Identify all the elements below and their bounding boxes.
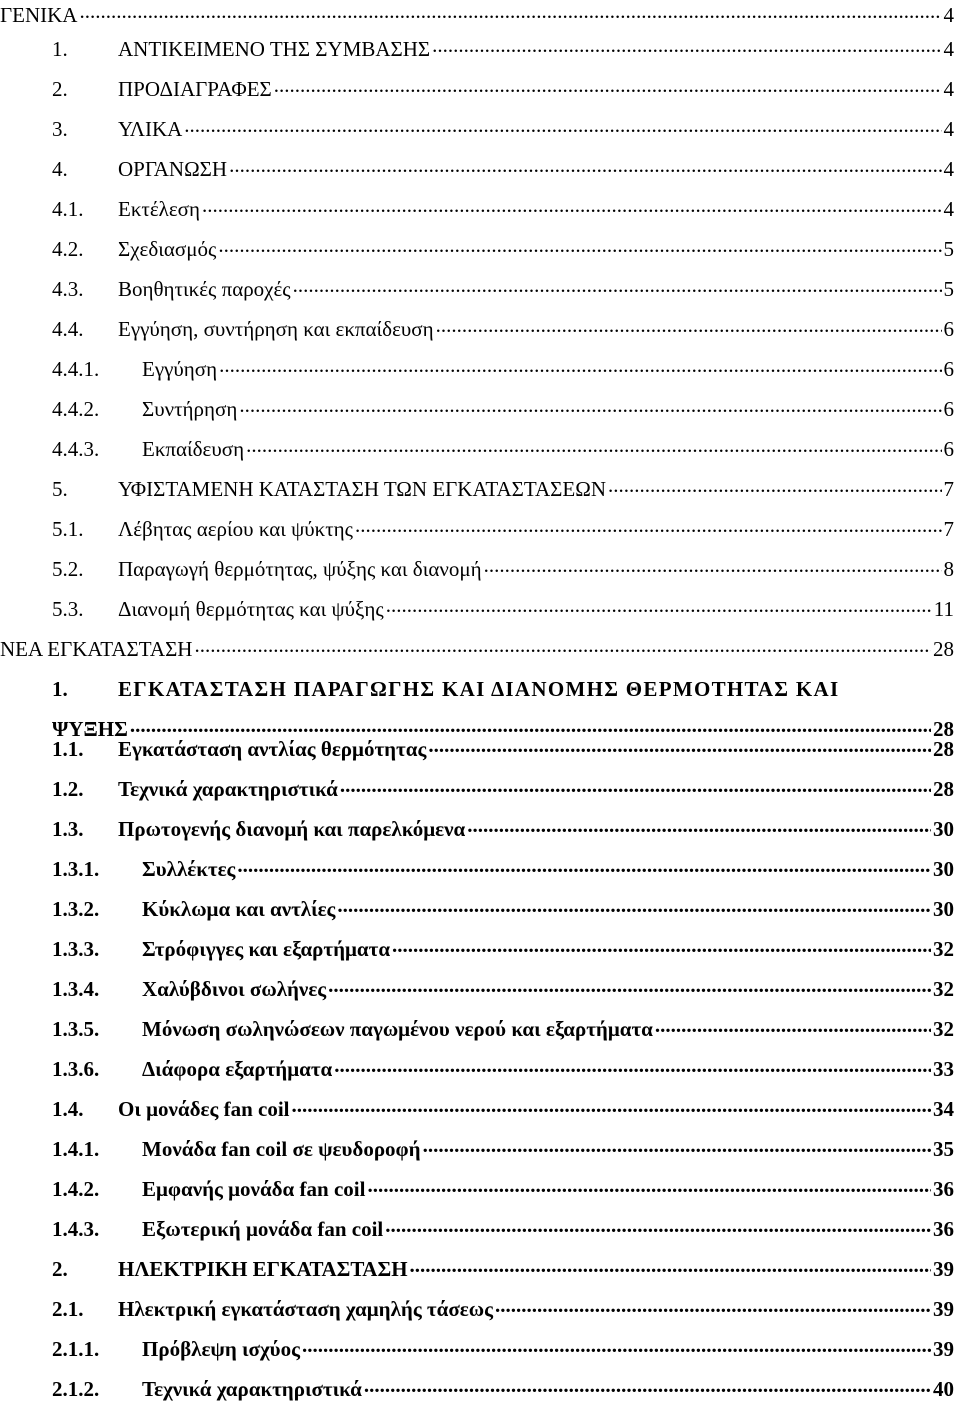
toc-entry[interactable] [52, 234, 954, 264]
toc-entry-title: Διανομή θερμότητας και ψύξης [118, 597, 384, 621]
toc-entry[interactable] [52, 1214, 954, 1244]
toc-entry-number: 1.2. [52, 777, 84, 801]
toc-entry-page: 36 [933, 1177, 954, 1201]
toc-entry-number: 2. [52, 1257, 68, 1281]
toc-entry[interactable] [0, 0, 954, 30]
toc-entry[interactable] [52, 1094, 954, 1124]
toc-entry[interactable] [52, 854, 954, 884]
dot-leader [293, 275, 942, 296]
toc-entry[interactable] [52, 514, 954, 544]
toc-entry[interactable] [52, 194, 954, 224]
toc-entry-title: Πρωτογενής διανομή και παρελκόμενα [118, 817, 466, 841]
toc-entry-page: 39 [933, 1297, 954, 1321]
toc-entry-title: ΥΦΙΣΤΑΜΕΝΗ ΚΑΤΑΣΤΑΣΗ ΤΩΝ ΕΓΚΑΤΑΣΤΑΣΕΩΝ [118, 477, 606, 501]
dot-leader [237, 855, 931, 876]
toc-entry-number: 5.3. [52, 597, 84, 621]
dot-leader [328, 975, 931, 996]
dot-leader [367, 1175, 931, 1196]
dot-leader [274, 75, 942, 96]
toc-entry[interactable] [52, 394, 954, 424]
toc-entry-title: ΗΛΕΚΤΡΙΚΗ ΕΓΚΑΤΑΣΤΑΣΗ [118, 1257, 408, 1281]
toc-entry-title-continuation: ΨΥΞΗΣ [52, 717, 128, 741]
toc-entry-number: 1.3.3. [52, 937, 100, 961]
toc-entry-title: Εκτέλεση [118, 197, 200, 221]
dot-leader [423, 1135, 931, 1156]
toc-entry-number: 4.4. [52, 317, 84, 341]
toc-entry-number: 4.4.3. [52, 437, 100, 461]
toc-entry-number: 2. [52, 77, 68, 101]
dot-leader [194, 635, 931, 656]
toc-entry-page: 5 [943, 277, 954, 301]
dot-leader [292, 1095, 932, 1116]
toc-entry-title: Μόνωση σωληνώσεων παγωμένου νερού και εξαρτήματα [142, 1017, 653, 1041]
dot-leader [484, 555, 942, 576]
toc-entry-title: Χαλύβδινοι σωλήνες [142, 977, 327, 1001]
toc-entry-title: ΟΡΓΑΝΩΣΗ [118, 157, 228, 181]
toc-entry-title: Συλλέκτες [142, 857, 236, 881]
dot-leader [219, 355, 941, 376]
dot-leader [392, 935, 931, 956]
toc-entry-page: 6 [943, 357, 954, 381]
toc-entry-page: 4 [943, 157, 954, 181]
toc-entry-page: 30 [933, 857, 954, 881]
dot-leader [340, 775, 931, 796]
toc-entry[interactable] [52, 734, 954, 764]
toc-entry-number: 4.4.1. [52, 357, 100, 381]
toc-entry-title: ΝΕΑ ΕΓΚΑΤΑΣΤΑΣΗ [0, 637, 193, 661]
toc-entry-page: 7 [943, 477, 954, 501]
toc-entry-page: 6 [943, 397, 954, 421]
toc-entry-title: Εγκατάσταση αντλίας θερμότητας [118, 737, 427, 761]
toc-entry-number: 2.1.2. [52, 1377, 100, 1401]
toc-entry-page: 34 [933, 1097, 954, 1121]
toc-entry[interactable] [52, 774, 954, 804]
toc-entry-number: 2.1. [52, 1297, 84, 1321]
toc-entry-number: 1.4.3. [52, 1217, 100, 1241]
toc-entry-page: 28 [933, 777, 954, 801]
dot-leader [355, 515, 942, 536]
toc-entry-number: 1. [52, 37, 68, 61]
toc-entry-number: 1.3.4. [52, 977, 100, 1001]
dot-leader [218, 235, 941, 256]
toc-entry-number: 1.3.2. [52, 897, 100, 921]
toc-entry-page: 28 [933, 737, 954, 761]
toc-entry-page: 32 [933, 977, 954, 1001]
toc-entry-page: 30 [933, 897, 954, 921]
toc-entry-title: Παραγωγή θερμότητας, ψύξης και διανομή [118, 557, 482, 581]
dot-leader [79, 1, 941, 22]
toc-entry-number: 5.2. [52, 557, 84, 581]
toc-entry-title: Κύκλωμα και αντλίες [142, 897, 336, 921]
toc-entry-number: 1.3.1. [52, 857, 100, 881]
toc-entry[interactable] [52, 934, 954, 964]
toc-entry-page: 30 [933, 817, 954, 841]
toc-entry-number: 1.3.6. [52, 1057, 100, 1081]
toc-entry-page: 39 [933, 1257, 954, 1281]
toc-entry-number: 1.4. [52, 1097, 84, 1121]
toc-entry[interactable] [52, 1334, 954, 1364]
toc-entry-page: 40 [933, 1377, 954, 1401]
dot-leader [385, 1215, 931, 1236]
toc-entry-title: Εξωτερική μονάδα fan coil [142, 1217, 384, 1241]
toc-entry[interactable] [52, 34, 954, 64]
dot-leader [410, 1255, 931, 1276]
dot-leader [334, 1055, 931, 1076]
toc-entry-page: 28 [933, 637, 954, 661]
toc-entry-title: Εγγύηση, συντήρηση και εκπαίδευση [118, 317, 434, 341]
dot-leader [436, 315, 942, 336]
toc-entry-title: Λέβητας αερίου και ψύκτης [118, 517, 353, 541]
dot-leader [467, 815, 931, 836]
toc-entry[interactable] [52, 274, 954, 304]
toc-entry-page: 4 [943, 117, 954, 141]
toc-entry[interactable] [52, 674, 954, 704]
dot-leader [608, 475, 942, 496]
dot-leader [432, 35, 941, 56]
toc-entry-number: 4.1. [52, 197, 84, 221]
toc-entry-page: 36 [933, 1217, 954, 1241]
toc-entry[interactable] [52, 354, 954, 384]
toc-entry-number: 4.3. [52, 277, 84, 301]
toc-entry-page: 7 [943, 517, 954, 541]
toc-entry[interactable] [52, 114, 954, 144]
toc-entry-title: ΑΝΤΙΚΕΙΜΕΝΟ ΤΗΣ ΣΥΜΒΑΣΗΣ [118, 37, 431, 61]
toc-entry[interactable] [0, 634, 954, 664]
toc-entry-number: 4.2. [52, 237, 84, 261]
toc-entry-page: 6 [943, 317, 954, 341]
toc-entry[interactable] [52, 1014, 954, 1044]
dot-leader [337, 895, 931, 916]
toc-entry[interactable] [52, 474, 954, 504]
toc-entry-title: Εκπαίδευση [142, 437, 245, 461]
dot-leader [364, 1375, 931, 1396]
toc-entry-title: Ηλεκτρική εγκατάσταση χαμηλής τάσεως [118, 1297, 493, 1321]
toc-entry-title: Βοηθητικές παροχές [118, 277, 291, 301]
toc-entry[interactable] [52, 1254, 954, 1284]
toc-entry-title: ΓΕΝΙΚΑ [0, 3, 78, 27]
toc-entry-page: 4 [943, 77, 954, 101]
toc-entry-title: ΠΡΟΔΙΑΓΡΑΦΕΣ [118, 77, 272, 101]
toc-entry-title: Οι μονάδες fan coil [118, 1097, 290, 1121]
toc-entry-title: ΕΓΚΑΤΑΣΤΑΣΗ ΠΑΡΑΓΩΓΗΣ ΚΑΙ ΔΙΑΝΟΜΗΣ ΘΕΡΜΟΤΗΤΑΣ ΚΑΙ [118, 677, 840, 701]
toc-entry[interactable] [52, 74, 954, 104]
toc-entry[interactable] [52, 314, 954, 344]
toc-entry-number: 1. [52, 677, 68, 701]
toc-entry[interactable] [52, 1134, 954, 1164]
toc-entry-number: 1.3.5. [52, 1017, 100, 1041]
toc-entry[interactable] [52, 814, 954, 844]
toc-entry-title: Στρόφιγγες και εξαρτήματα [142, 937, 391, 961]
toc-entry-page: 4 [943, 37, 954, 61]
dot-leader [655, 1015, 931, 1036]
toc-entry-page: 5 [943, 237, 954, 261]
toc-entry[interactable] [52, 894, 954, 924]
toc-entry[interactable] [52, 554, 954, 584]
toc-entry-title: Μονάδα fan coil σε ψευδοροφή [142, 1137, 421, 1161]
dot-leader [202, 195, 942, 216]
toc-entry-title: Συντήρηση [142, 397, 238, 421]
toc-entry-number: 5.1. [52, 517, 84, 541]
toc-entry[interactable] [52, 1294, 954, 1324]
dot-leader [302, 1335, 931, 1356]
toc-entry-number: 1.4.1. [52, 1137, 100, 1161]
toc-entry-page: 32 [933, 937, 954, 961]
toc-entry-title: Σχεδιασμός [118, 237, 217, 261]
dot-leader [246, 435, 941, 456]
toc-entry-title: Εγγύηση [142, 357, 218, 381]
toc-entry-page: 8 [943, 557, 954, 581]
toc-entry[interactable] [52, 1374, 954, 1404]
toc-entry-number: 1.4.2. [52, 1177, 100, 1201]
toc-entry[interactable] [52, 154, 954, 184]
toc-entry-page: 11 [933, 597, 954, 621]
dot-leader [495, 1295, 931, 1316]
toc-entry-number: 2.1.1. [52, 1337, 100, 1361]
toc-entry-page: 35 [933, 1137, 954, 1161]
toc-entry-page: 33 [933, 1057, 954, 1081]
toc-entry-page: 4 [943, 197, 954, 221]
toc-entry[interactable] [52, 594, 954, 624]
toc-entry-number: 4.4.2. [52, 397, 100, 421]
dot-leader [130, 715, 931, 736]
toc-entry[interactable] [52, 434, 954, 464]
toc-entry-number: 4. [52, 157, 68, 181]
toc-entry-title: Εμφανής μονάδα fan coil [142, 1177, 366, 1201]
toc-entry[interactable] [52, 1054, 954, 1084]
toc-entry-title: Διάφορα εξαρτήματα [142, 1057, 333, 1081]
toc-entry[interactable] [52, 1174, 954, 1204]
dot-leader [229, 155, 941, 176]
dot-leader [428, 735, 931, 756]
dot-leader [239, 395, 941, 416]
toc-entry-number: 1.1. [52, 737, 84, 761]
toc-entry[interactable] [52, 974, 954, 1004]
toc-entry-page: 6 [943, 437, 954, 461]
dot-leader [184, 115, 941, 136]
toc-entry-title: Πρόβλεψη ισχύος [142, 1337, 300, 1361]
toc-entry-number: 3. [52, 117, 68, 141]
toc-entry-number: 1.3. [52, 817, 84, 841]
toc-entry-page: 39 [933, 1337, 954, 1361]
toc-entry-title: Τεχνικά χαρακτηριστικά [118, 777, 338, 801]
toc-entry-number: 5. [52, 477, 68, 501]
toc-entry-page: 4 [943, 3, 954, 27]
toc-entry-title: Τεχνικά χαρακτηριστικά [142, 1377, 362, 1401]
toc-entry-page: 28 [933, 717, 954, 741]
dot-leader [386, 595, 932, 616]
toc-entry-title: ΥΛΙΚΑ [118, 117, 183, 141]
toc-entry-page: 32 [933, 1017, 954, 1041]
